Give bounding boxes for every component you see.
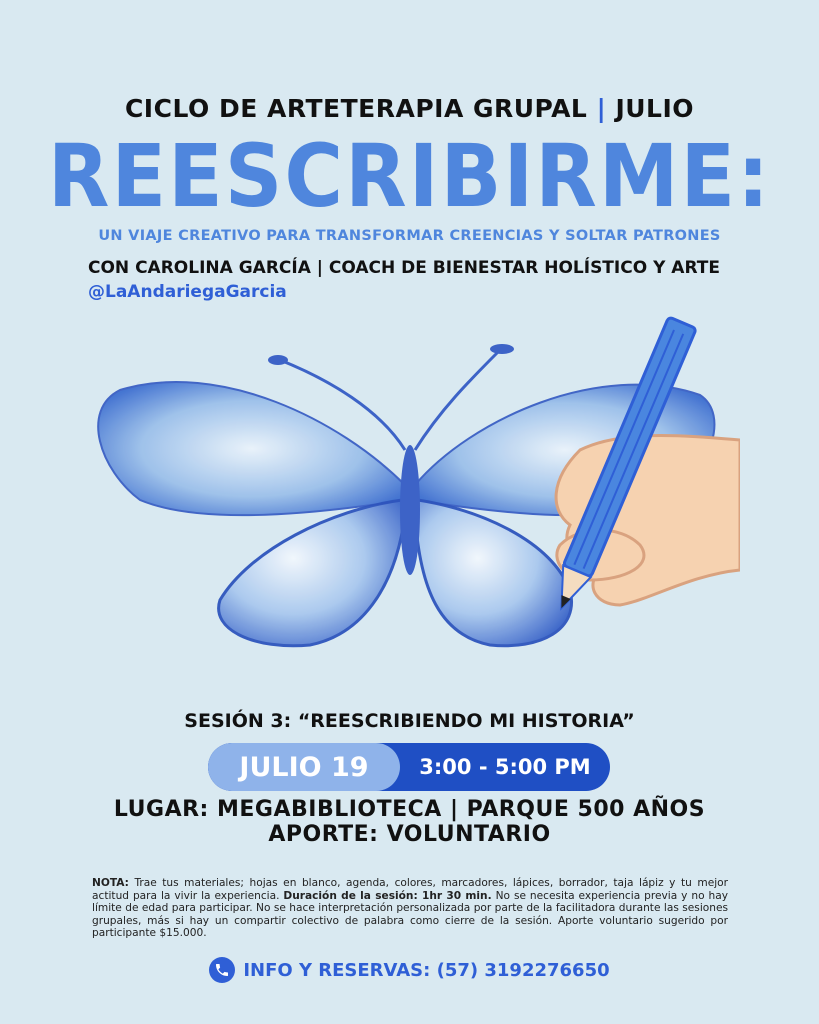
contact-text[interactable]: INFO Y RESERVAS: (57) 3192276650 — [243, 959, 610, 981]
social-handle[interactable]: @LaAndariegaGarcia — [88, 282, 287, 302]
title-separator: | — [596, 94, 607, 123]
session-time: 3:00 - 5:00 PM — [419, 755, 591, 779]
illustration — [80, 300, 740, 680]
date-time-pill — [208, 743, 610, 791]
session-contribution: APORTE: VOLUNTARIO — [268, 822, 551, 847]
note-paragraph — [92, 877, 728, 940]
contact-line[interactable] — [0, 957, 819, 983]
main-title: REESCRIBIRME: — [47, 126, 772, 227]
series-month: JULIO — [615, 94, 695, 123]
session-title: SESIÓN 3: “REESCRIBIENDO MI HISTORIA” — [184, 710, 635, 732]
note-duration: Duración de la sesión: 1hr 30 min. — [283, 889, 492, 902]
series-name: CICLO DE ARTETERAPIA GRUPAL — [124, 94, 588, 123]
note-text-2: No se necesita experiencia previa y no hay límite de edad para participar. No se hace interpretación personalizada por parte de la facilitadora durante las sesiones grupales, más si hay un compartir colectivo de palabra como cierre de la sesión. Aporte voluntario sugerido por participante $15.000. — [92, 889, 728, 940]
subtitle: UN VIAJE CREATIVO PARA TRANSFORMAR CREENCIAS Y SOLTAR PATRONES — [98, 228, 721, 244]
session-place: LUGAR: MEGABIBLIOTECA | PARQUE 500 AÑOS — [113, 797, 706, 822]
note-text-1: Trae tus materiales; hojas en blanco, agenda, colores, marcadores, lápices, borrador, taja lápiz y tu mejor actitud para la vivir la experiencia. — [92, 877, 728, 902]
phone-icon — [209, 957, 235, 983]
series-title — [0, 94, 819, 123]
facilitator-line: CON CAROLINA GARCÍA | COACH DE BIENESTAR HOLÍSTICO Y ARTE — [88, 258, 720, 278]
hand-with-pencil-icon — [548, 317, 740, 614]
session-date: JULIO 19 — [208, 743, 400, 791]
note-label: NOTA: — [92, 877, 129, 889]
